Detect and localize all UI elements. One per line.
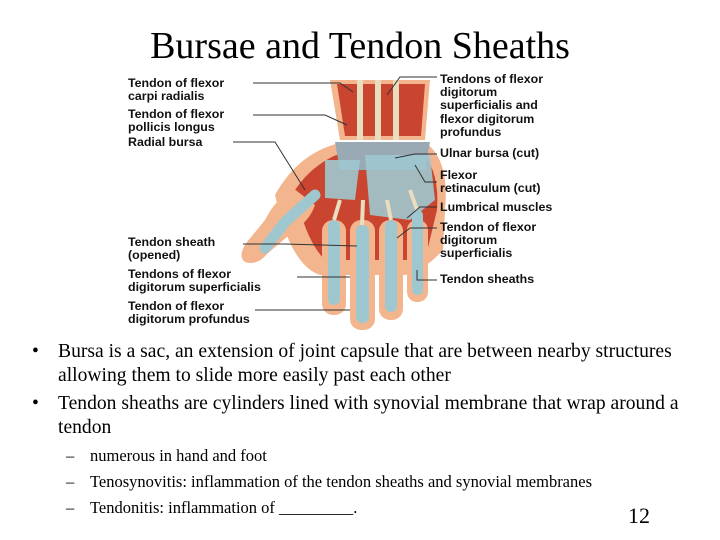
label-tendons-fds-and-fdp: Tendons of flexor digitorum superficialis and flexor digitorum profundus (440, 72, 544, 139)
label-tendon-flexor-carpi-radialis (128, 77, 224, 103)
sub-bullet-marker: – (66, 472, 75, 491)
bullet-text: Bursa is a sac, an extension of joint capsule that are between nearby structures allowing them to slide more easily past each other (58, 341, 672, 386)
bullet-item (30, 340, 720, 388)
label-tendon-sheaths: Tendon sheaths (440, 272, 535, 286)
sub-bullet-item (30, 446, 720, 466)
ring-sheath (385, 220, 397, 312)
bullet-item (30, 392, 720, 440)
sub-bullet-text: Tendonitis: inflammation of _________. (90, 498, 358, 517)
radial-bursa (325, 160, 360, 200)
palm-tendon-2 (362, 200, 363, 225)
page-number: 12 (628, 503, 650, 528)
bullet-text: Tendon sheaths are cylinders lined with synovial membrane that wrap around a tendon (58, 393, 679, 438)
forearm-tendon-1 (357, 80, 363, 140)
index-sheath (328, 220, 340, 305)
label-tendons-flexor-digitorum-superficialis: Tendons of flexor digitorum superficialis (128, 267, 261, 295)
sub-bullet-marker: – (66, 446, 75, 465)
middle-sheath (356, 225, 369, 323)
sub-bullet-text: Tenosynovitis: inflammation of the tendon sheaths and synovial membranes (90, 472, 593, 491)
label-lumbrical-muscles: Lumbrical muscles (440, 200, 553, 214)
label-line: Tendon of flexor pollicis longus (128, 107, 225, 135)
sub-bullet-marker: – (66, 498, 75, 517)
label-tendon-flexor-pollicis-longus (128, 108, 224, 134)
slide-title: Bursae and Tendon Sheaths (150, 25, 570, 67)
sub-bullet-text: numerous in hand and foot (90, 446, 267, 465)
label-tendon-sheath-opened: Tendon sheath (opened) (128, 235, 216, 263)
sub-bullet-item (30, 498, 720, 518)
forearm-tendon-2 (375, 80, 381, 140)
sub-bullet-item (30, 472, 720, 492)
label-ulnar-bursa: Ulnar bursa (cut) (440, 146, 540, 160)
bullet-list (30, 340, 720, 518)
label-line: Tendon of flexor carpi radialis (128, 76, 225, 104)
little-sheath (412, 210, 423, 295)
label-tendon-flexor-digitorum-profundus: Tendon of flexor digitorum profundus (128, 299, 250, 327)
hand-anatomy-figure (125, 70, 585, 335)
bullet-marker: • (32, 341, 39, 362)
label-flexor-retinaculum: Flexor retinaculum (cut) (440, 168, 541, 196)
label-radial-bursa: Radial bursa (128, 135, 203, 149)
bullet-marker: • (32, 393, 39, 414)
label-tendon-fds: Tendon of flexor digitorum superficialis (440, 220, 537, 261)
forearm-tendon-3 (393, 80, 399, 140)
